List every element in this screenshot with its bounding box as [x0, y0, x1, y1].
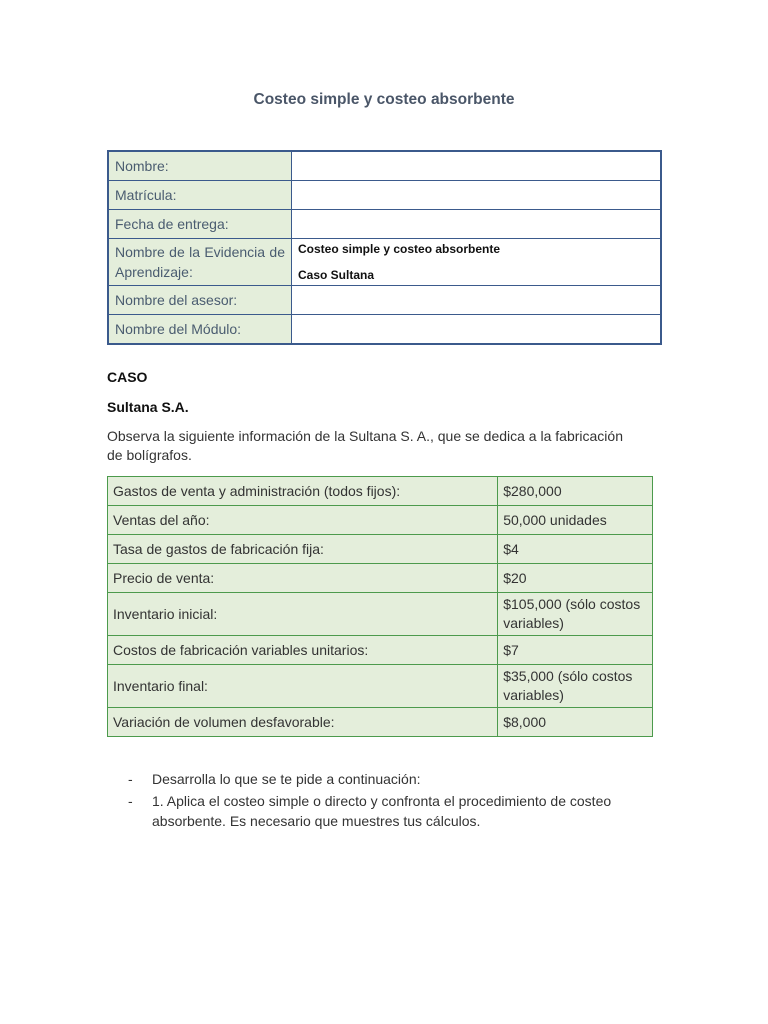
table-row [108, 535, 653, 564]
table-row [108, 708, 653, 737]
matricula-label: Matrícula: [108, 181, 292, 210]
table-cell-concept: Tasa de gastos de fabricación fija: [108, 535, 498, 564]
table-row [108, 210, 661, 239]
delivery-date-value [292, 210, 662, 239]
evidence-name-label: Nombre de la Evidencia de Aprendizaje: [108, 239, 292, 286]
table-row [108, 665, 653, 708]
table-cell-value: $7 [498, 636, 653, 665]
table-cell-concept: Ventas del año: [108, 506, 498, 535]
table-row [108, 636, 653, 665]
name-value [292, 151, 662, 181]
table-cell-value: $20 [498, 564, 653, 593]
table-row [108, 315, 661, 345]
table-row [108, 181, 661, 210]
case-intro: Observa la siguiente información de la Sultana S. A., que se dedica a la fabricación de bolígrafos. [107, 428, 623, 463]
table-row [108, 506, 653, 535]
table-cell-value: $4 [498, 535, 653, 564]
bullet-dash: - [128, 771, 133, 787]
module-label: Nombre del Módulo: [108, 315, 292, 345]
document-title: Costeo simple y costeo absorbente [253, 91, 515, 108]
table-cell-concept: Costos de fabricación variables unitarios: [108, 636, 498, 665]
company-heading: Sultana S.A. [107, 399, 189, 415]
table-cell-value: $280,000 [498, 477, 653, 506]
case-heading: CASO [107, 369, 148, 385]
evidence-case: Caso Sultana [298, 268, 375, 282]
table-cell-concept: Variación de volumen desfavorable: [108, 708, 498, 737]
table-cell-concept: Inventario inicial: [108, 593, 498, 636]
advisor-value [292, 286, 662, 315]
bullet-dash: - [128, 793, 133, 809]
table-cell-concept: Gastos de venta y administración (todos fijos): [108, 477, 498, 506]
list-item [128, 791, 668, 831]
instruction-text: 1. Aplica el costeo simple o directo y confronta el procedimiento de costeo absorbente. Es necesario que muestres tus cálculos. [152, 793, 612, 829]
table-row [108, 477, 653, 506]
table-cell-value: $8,000 [498, 708, 653, 737]
instruction-text: Desarrolla lo que se te pide a continuación: [152, 771, 421, 787]
advisor-label: Nombre del asesor: [108, 286, 292, 315]
table-cell-concept: Inventario final: [108, 665, 498, 708]
table-row [108, 593, 653, 636]
case-data-table [107, 476, 653, 737]
list-item [128, 769, 668, 789]
table-cell-value: $105,000 (sólo costos variables) [498, 593, 653, 636]
module-value [292, 315, 662, 345]
table-cell-value: 50,000 unidades [498, 506, 653, 535]
matricula-value [292, 181, 662, 210]
table-cell-value: $35,000 (sólo costos variables) [498, 665, 653, 708]
table-row [108, 239, 661, 286]
table-row [108, 151, 661, 181]
name-label: Nombre: [108, 151, 292, 181]
instructions-list [128, 769, 668, 833]
table-cell-concept: Precio de venta: [108, 564, 498, 593]
evidence-title: Costeo simple y costeo absorbente [298, 242, 501, 256]
table-row [108, 286, 661, 315]
table-row [108, 564, 653, 593]
student-info-table [107, 150, 662, 345]
evidence-name-value [292, 239, 662, 286]
delivery-date-label: Fecha de entrega: [108, 210, 292, 239]
